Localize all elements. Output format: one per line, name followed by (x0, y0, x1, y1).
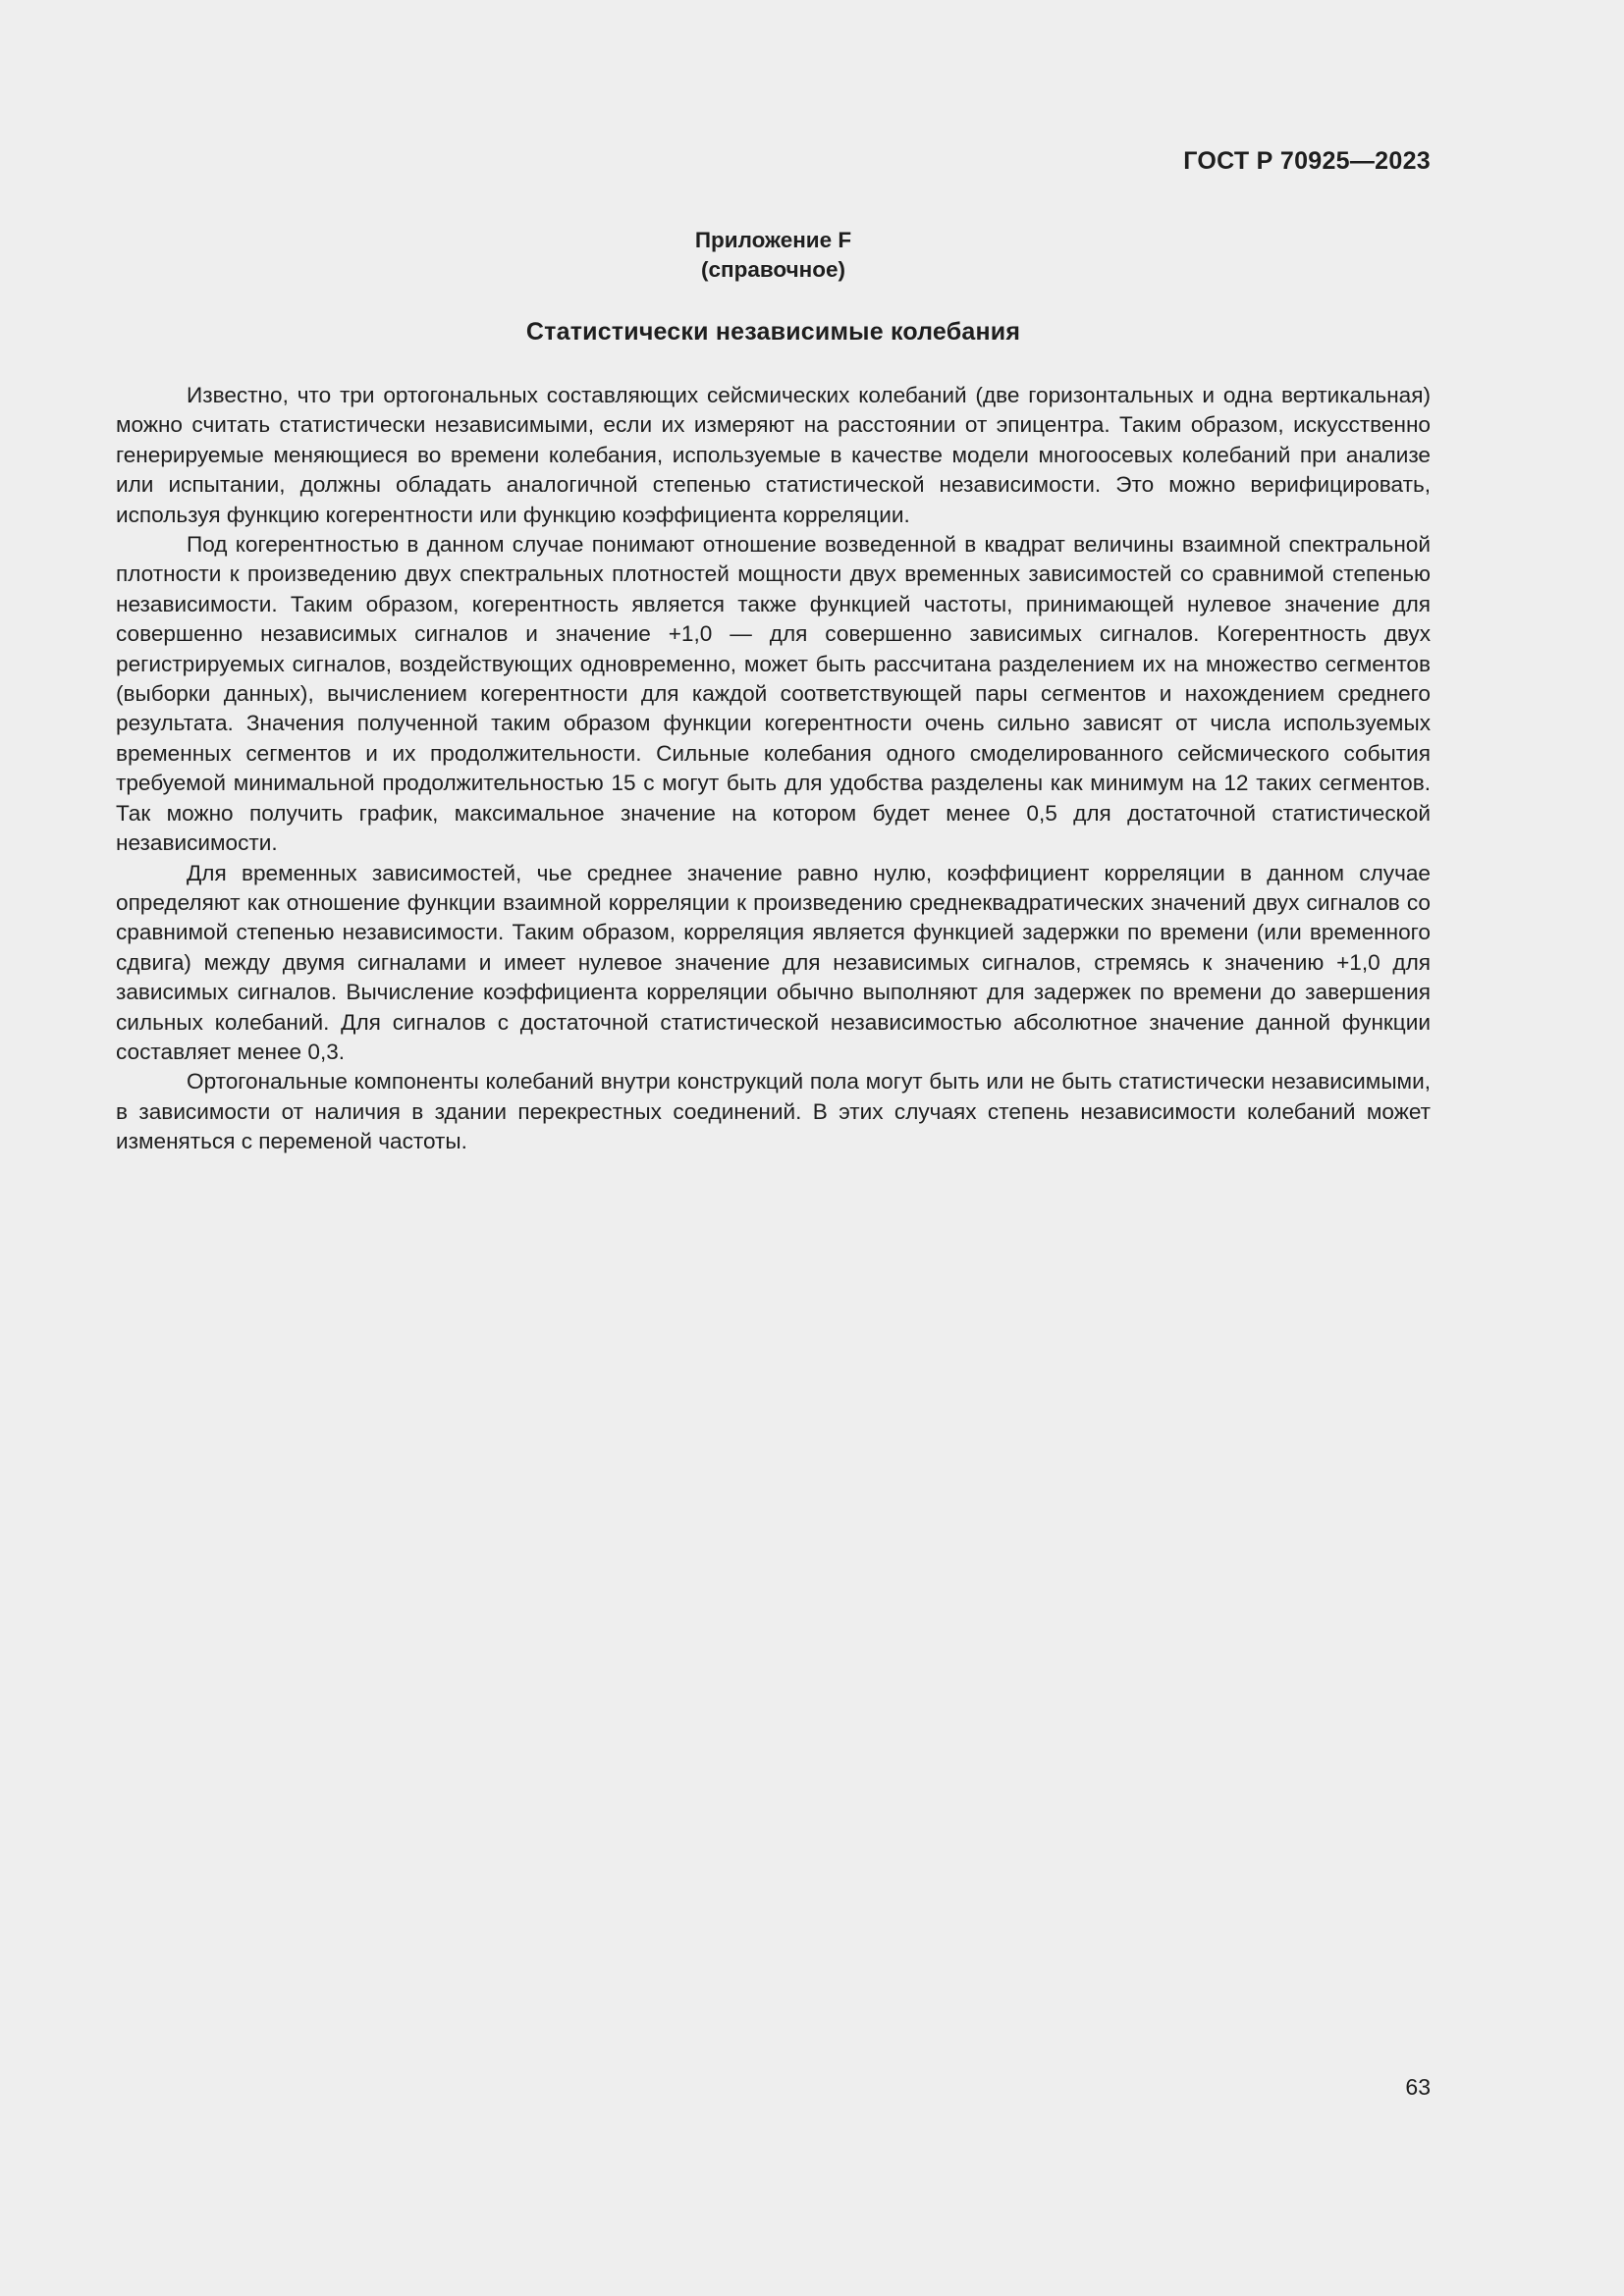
appendix-title: Приложение F (694, 228, 852, 252)
paragraph: Известно, что три ортогональных составляющих сейсмических колебаний (две горизонтальных и одна вертикальная) можно считать статистически независимыми, если их измеряют на расстоянии от эпицентра. Таким образом, искусственно генерируемые меняющиеся во времени колебания, используемые в качестве модели многоосевых колебаний при анализе или испытании, должны обладать аналогичной степенью статистической независимости. Это можно верифицировать, используя функцию когерентности или функцию коэффициента корреляции. (116, 383, 1431, 527)
document-code: ГОСТ Р 70925—2023 (1183, 147, 1431, 175)
appendix-subtitle: (справочное) (701, 257, 845, 282)
body-text (116, 381, 1431, 1157)
paragraph: Под когерентностью в данном случае понимают отношение возведенной в квадрат величины взаимной спектральной плотности к произведению двух спектральных плотностей мощности двух временных зависимостей со сравнимой степенью независимости. Таким образом, когерентность является также функцией частоты, принимающей нулевое значение для совершенно независимых сигналов и значение +1,0 — для совершенно зависимых сигналов. Когерентность двух регистрируемых сигналов, воздействующих одновременно, может быть рассчитана разделением их на множество сегментов (выборки данных), вычислением когерентности для каждой соответствующей пары сегментов и нахождением среднего результата. Значения полученной таким образом функции когерентности очень сильно зависят от числа используемых временных сегментов и их продолжительности. Сильные колебания одного смоделированного сейсмического события требуемой минимальной продолжительностью 15 с могут быть для удобства разделены как минимум на 12 таких сегментов. Так можно получить график, максимальное значение на котором будет менее 0,5 для достаточной статистической независимости. (116, 532, 1431, 856)
section-title: Статистически независимые колебания (525, 318, 1021, 346)
appendix-heading (116, 226, 1431, 285)
paragraph: Ортогональные компоненты колебаний внутри конструкций пола могут быть или не быть статистически независимыми, в зависимости от наличия в здании перекрестных соединений. В этих случаях степень независимости колебаний может изменяться с переменой частоты. (116, 1069, 1431, 1154)
page-number: 63 (1405, 2074, 1431, 2100)
paragraph: Для временных зависимостей, чье среднее значение равно нулю, коэффициент корреляции в данном случае определяют как отношение функции взаимной корреляции к произведению среднеквадратических значений двух сигналов со сравнимой степенью независимости. Таким образом, корреляция является функцией задержки по времени (или временного сдвига) между двумя сигналами и имеет нулевое значение для независимых сигналов, стремясь к значению +1,0 для зависимых сигналов. Вычисление коэффициента корреляции обычно выполняют для задержек по времени до завершения сильных колебаний. Для сигналов с достаточной статистической независимостью абсолютное значение данной функции составляет менее 0,3. (116, 860, 1431, 1064)
